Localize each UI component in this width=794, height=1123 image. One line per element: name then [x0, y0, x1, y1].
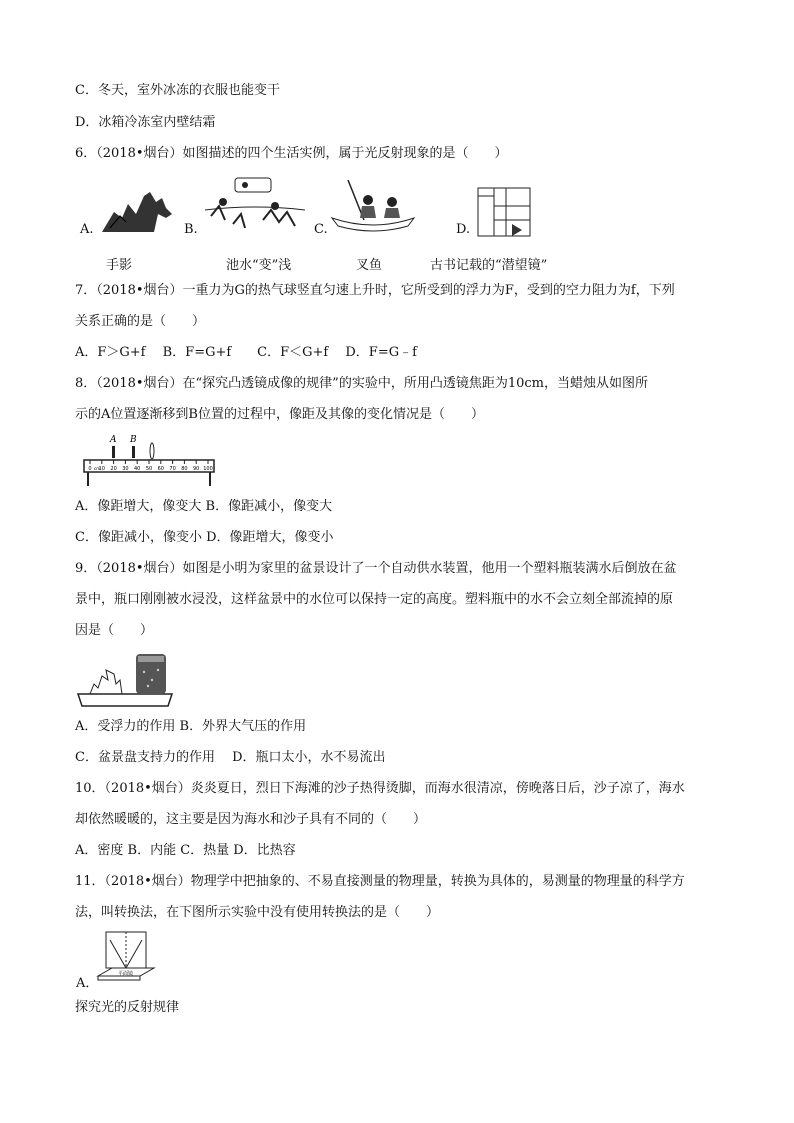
ruler-tick-label: 0 [88, 466, 92, 472]
q11-stem-line1: 11．（2018•烟台）物理学中把抽象的、不易直接测量的物理量，转换为具体的，易测量的物理量的科学方 [75, 874, 685, 889]
q9-figure-bonsai-bottle [76, 650, 176, 710]
ruler-tick-label: 100 [203, 466, 213, 472]
q7-options: A．F＞G+f B．F=G+f C．F＜G+f D．F=G﹣f [75, 345, 417, 360]
q10-stem-line1: 10．（2018•烟台）炎炎夏日，烈日下海滩的沙子热得烫脚，而海水很清凉，傍晚落日后，沙子凉了，海水 [75, 781, 685, 796]
q9-stem-line2: 景中，瓶口刚刚被水浸没，这样盆景中的水位可以保持一定的高度。塑料瓶中的水不会立刻全部流掉的原 [75, 592, 674, 607]
q10-stem-line2: 却依然暖暖的，这主要是因为海水和沙子具有不同的（ ） [75, 812, 427, 827]
q9-stem-line1: 9．（2018•烟台）如图是小明为家里的盆景设计了一个自动供水装置，他用一个塑料瓶装满水后倒放在盆 [75, 561, 677, 576]
ruler-tick-label: 40 [134, 466, 141, 472]
q7-stem-line2: 关系正确的是（ ） [75, 314, 206, 329]
q9-stem-line3: 因是（ ） [75, 623, 154, 638]
q11-figure-reflection [96, 930, 156, 988]
q8-options-cd: C．像距减小，像变小 D．像距增大，像变小 [75, 530, 334, 545]
q10-options: A．密度 B．内能 C．热量 D．比热容 [75, 843, 296, 858]
ruler-tick-label: 60 [157, 466, 164, 472]
ruler-tick-label: 70 [169, 466, 176, 472]
q6-stem: 6．（2018•烟台）如图描述的四个生活实例，属于光反射现象的是（ ） [75, 146, 508, 161]
q6-caption-d: 古书记载的“潜望镜” [430, 258, 548, 273]
q8-stem-line2: 示的A位置逐渐移到B位置的过程中，像距及其像的变化情况是（ ） [75, 407, 484, 422]
q11-stem-line2: 法，叫转换法，在下图所示实验中没有使用转换法的是（ ） [75, 905, 440, 920]
q9-options-cd: C．盆景盘支持力的作用 D．瓶口太小，水不易流出 [75, 750, 386, 765]
ruler-tick-label: 90 [193, 466, 200, 472]
q6-label-b: B. [184, 222, 198, 237]
q6-figure-pool [205, 176, 305, 232]
ruler-tick-label: 10 [98, 466, 105, 472]
q6-label-a: A. [80, 222, 94, 237]
q6-caption-c: 叉鱼 [356, 258, 383, 273]
q7-stem-line1: 7．（2018•烟台）一重力为G的热气球竖直匀速上升时，它所受到的浮力为F，受到的空力阻力为f，下列 [75, 283, 675, 298]
q6-label-c: C. [314, 222, 328, 237]
q6-figure-hand-shadow [100, 188, 180, 234]
q6-label-d: D. [456, 222, 471, 237]
q8-label-b: B [130, 435, 137, 445]
ruler-tick-label: 20 [110, 466, 117, 472]
q6-caption-b: 池水“变”浅 [226, 258, 292, 273]
q5-option-c: C．冬天，室外冰冻的衣服也能变干 [75, 83, 280, 98]
ruler-unit-label: cm [94, 466, 101, 471]
q8-ruler-ticks [88, 460, 212, 472]
q6-caption-a: 手影 [106, 258, 133, 273]
q11-caption-a: 探究光的反射规律 [75, 1000, 180, 1015]
q9-options-ab: A．受浮力的作用 B．外界大气压的作用 [75, 719, 307, 734]
q8-figure-optical-bench [80, 434, 220, 490]
q8-label-a: A [110, 435, 117, 445]
q8-stem-line1: 8．（2018•烟台）在“探究凸透镜成像的规律”的实验中，所用凸透镜焦距为10cm，当蜡烛从如图所 [75, 376, 648, 391]
q11-label-a: A． [76, 976, 99, 991]
ruler-tick-label: 80 [181, 466, 188, 472]
q8-options-ab: A．像距增大，像变大 B．像距减小，像变大 [75, 499, 333, 514]
ruler-tick-label: 30 [122, 466, 129, 472]
ruler-tick-label: 50 [145, 466, 153, 472]
q5-option-d: D．冰箱冷冻室内壁结霜 [75, 115, 216, 130]
q6-figure-spear-fishing [328, 178, 418, 234]
q11-mirror-label: 平面镜 [118, 971, 134, 977]
q6-figure-periscope [476, 186, 532, 238]
